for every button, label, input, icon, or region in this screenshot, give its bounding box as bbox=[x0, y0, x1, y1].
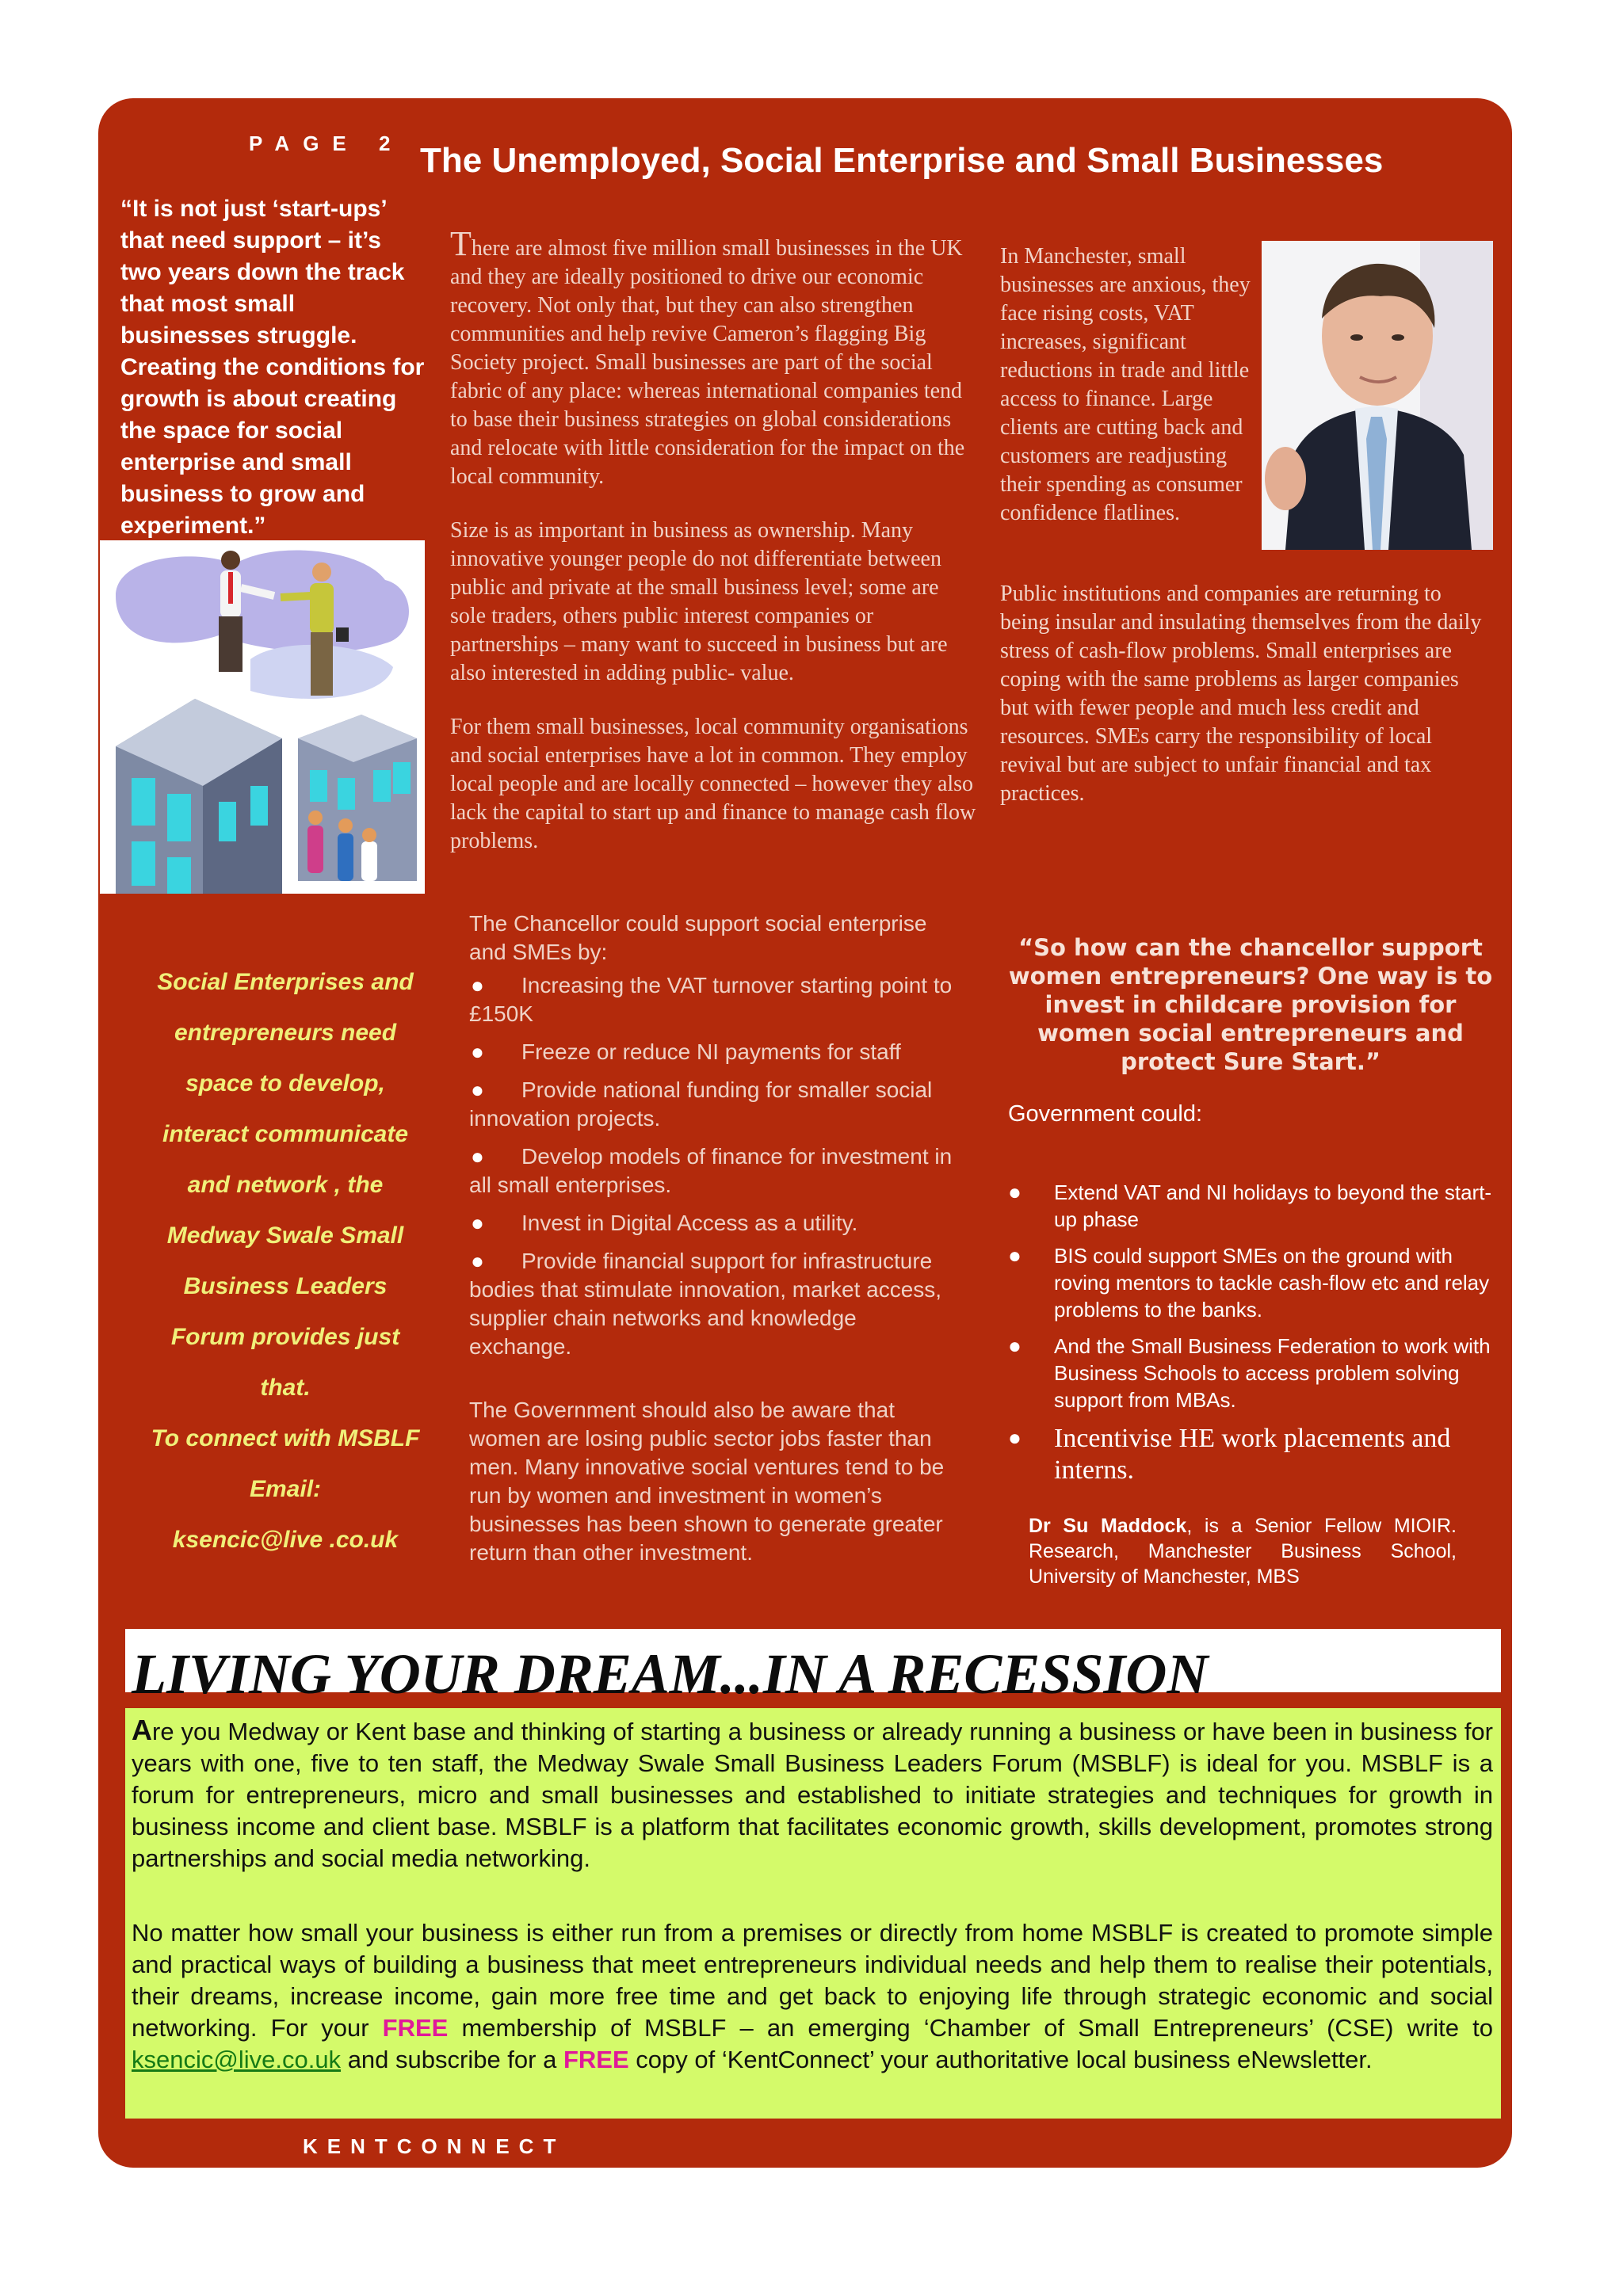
free-highlight: FREE bbox=[382, 2014, 449, 2042]
sidebar-line: entrepreneurs need bbox=[174, 1020, 397, 1046]
list-item-text: Extend VAT and NI holidays to beyond the start-up phase bbox=[1054, 1180, 1492, 1231]
bullet-icon: ● bbox=[471, 1077, 484, 1102]
email-link[interactable]: ksencic@live.co.uk bbox=[132, 2046, 342, 2073]
list-item bbox=[1008, 1179, 1499, 1233]
sidebar-email[interactable]: ksencic@live .co.uk bbox=[172, 1527, 399, 1553]
sidebar-line: and network , the bbox=[187, 1172, 384, 1198]
government-could-heading: Government could: bbox=[1008, 1101, 1203, 1127]
article-paragraph: Size is as important in business as ownership. Many innovative younger people do not differentiate between public and private at the small business level; some are sole traders, others public interest companies or partnerships – many want to succeed in business but are also interested in adding public- value. bbox=[450, 518, 948, 685]
msblf-sidebar-box bbox=[127, 957, 444, 1566]
list-item bbox=[469, 1247, 953, 1361]
promo-text bbox=[132, 1714, 1493, 2119]
footer-brand: KENTCONNECT bbox=[303, 2134, 566, 2158]
banner-title: LIVING YOUR DREAM...IN A RECESSION bbox=[132, 1642, 1209, 1706]
list-item bbox=[469, 1209, 953, 1238]
business-handshake-illustration bbox=[100, 540, 425, 894]
list-item bbox=[469, 971, 953, 1028]
list-item-text: Develop models of finance for investment in all small enterprises. bbox=[469, 1144, 953, 1197]
sidebar-line: space to develop, bbox=[185, 1070, 385, 1097]
sidebar-line: Medway Swale Small bbox=[166, 1222, 404, 1249]
article-column-manchester: In Manchester, small businesses are anxious, they face rising costs, VAT increases, significant reductions in trade and little access to finance. Large clients are cutting back and customers are readjusting their spending as consumer confidence flatlines. bbox=[1000, 244, 1251, 525]
article-paragraph: For them small businesses, local community organisations and social enterprises have a lot in common. They employ local people and are locally connected – however they also lack the capital to start up and finance to manage cash flow problems. bbox=[450, 715, 976, 853]
article-column-public: Public institutions and companies are returning to being insular and insulating themselves from the daily stress of cash-flow problems. Small enterprises are coping with the same problems as larger companies but with fewer people and much less credit and resources. SMEs carry the responsibility of local revival but are subject to unfair financial and tax practices. bbox=[1000, 582, 1482, 806]
promo-text-segment: and subscribe for a bbox=[347, 2046, 557, 2073]
list-item bbox=[1008, 1333, 1499, 1413]
list-item-text: BIS could support SMEs on the ground with roving mentors to tackle cash-flow etc and relay problems to the banks. bbox=[1054, 1244, 1490, 1322]
sidebar-line: Forum provides just bbox=[170, 1324, 400, 1350]
women-jobs-note: The Government should also be aware that women are losing public sector jobs faster than men. Many innovative social ventures tend to be run by women and investment in women’s businesses has been shown to generate greater return than other investment. bbox=[469, 1398, 945, 1565]
bullet-icon: ● bbox=[471, 1211, 484, 1235]
bullet-icon: ● bbox=[1008, 1426, 1022, 1451]
pull-quote: “It is not just ‘start-ups’ that need support – it’s two years down the track that most small businesses struggle. Creating the conditions for growth is about creating the space for social enterprise and small business to grow and experiment.” bbox=[120, 196, 425, 539]
page-title: The Unemployed, Social Enterprise and Small Businesses bbox=[420, 141, 1384, 180]
list-item bbox=[1008, 1423, 1499, 1486]
list-item bbox=[1008, 1242, 1499, 1323]
promo-text-segment: membership of MSBLF – an emerging ‘Chamber of Small Entrepreneurs’ (CSE) write to bbox=[461, 2014, 1493, 2042]
promo-drop-cap: A bbox=[132, 1714, 152, 1746]
article-paragraph-text: here are almost five million small businesses in the UK and they are ideally positioned to drive our economic recovery. Not only that, but they can also strengthen communities and help revive Cameron’s flagging Big Society project. Small businesses are part of the social fabric of any place: whereas international companies tend to base their business strategies on global considerations and relocate with little consideration for the impact on the local community. bbox=[450, 236, 965, 489]
author-bio: , is a Senior Fellow MIOIR. Research, Manchester Business School, University of Manchester, MBS bbox=[1029, 1515, 1457, 1588]
sidebar-line: Email: bbox=[249, 1476, 322, 1502]
page-label: PAGE 2 bbox=[249, 132, 404, 155]
women-entrepreneurs-quote: “So how can the chancellor support women entrepreneurs? One way is to invest in childcare provision for women social entrepreneurs and protect Sure Start.” bbox=[1008, 934, 1493, 1075]
author-name: Dr Su Maddock bbox=[1029, 1515, 1187, 1537]
sidebar-line: that. bbox=[260, 1375, 311, 1401]
free-highlight: FREE bbox=[563, 2046, 629, 2073]
list-item-text: Provide financial support for infrastructure bodies that stimulate innovation, market access, supplier chain networks and knowledge exchange. bbox=[469, 1249, 942, 1359]
promo-text-segment: No matter how small your business is either run from a premises or directly from home MSBLF is created to promote simple and practical ways of building a business that meet entrepreneurs individual needs and help them to realise their potentials, their dreams, increase income, gain more free time and get back to enjoying life through strategic economic and social networking. For your bbox=[132, 1919, 1493, 2042]
promo-paragraph bbox=[132, 1714, 1493, 1875]
list-item bbox=[469, 1038, 953, 1066]
bullet-icon: ● bbox=[1008, 1180, 1022, 1204]
list-item-text: Freeze or reduce NI payments for staff bbox=[521, 1039, 901, 1064]
list-item bbox=[469, 1076, 953, 1133]
sidebar-line: interact communicate bbox=[162, 1121, 409, 1147]
bullet-icon: ● bbox=[1008, 1243, 1022, 1268]
article-column-main bbox=[450, 224, 980, 881]
promo-paragraph bbox=[132, 1917, 1493, 2076]
list-item-text: Incentivise HE work placements and interns. bbox=[1054, 1424, 1451, 1485]
list-item bbox=[469, 1142, 953, 1199]
bullet-icon: ● bbox=[471, 1249, 484, 1273]
sidebar-line: To connect with MSBLF bbox=[151, 1425, 420, 1451]
list-item-text: Invest in Digital Access as a utility. bbox=[521, 1211, 858, 1235]
bullet-icon: ● bbox=[471, 1144, 484, 1169]
list-item-text: Provide national funding for smaller social innovation projects. bbox=[469, 1077, 933, 1131]
chancellor-support-list bbox=[469, 910, 953, 1589]
list-intro: The Chancellor could support social enterprise and SMEs by: bbox=[469, 911, 927, 964]
list-item-text: Increasing the VAT turnover starting point to £150K bbox=[469, 973, 953, 1026]
bullet-icon: ● bbox=[1008, 1333, 1022, 1358]
chancellor-photo bbox=[1262, 241, 1493, 550]
article-paragraph bbox=[450, 224, 980, 491]
drop-cap: T bbox=[450, 224, 472, 263]
bullet-list bbox=[469, 971, 953, 1361]
government-list bbox=[1008, 1179, 1499, 1496]
bullet-icon: ● bbox=[471, 1039, 484, 1064]
promo-paragraph-text: re you Medway or Kent base and thinking of starting a business or already running a business or have been in business for years with one, five to ten staff, the Medway Swale Small Business Leaders Forum (MSBLF) is ideal for you. MSBLF is a forum for entrepreneurs, micro and small businesses and established to initiate strategies and techniques for growth in business income and client base. MSBLF is a platform that facilitates economic growth, skills development, promotes strong partnerships and social media networking. bbox=[132, 1718, 1493, 1872]
sidebar-line: Business Leaders bbox=[183, 1273, 388, 1299]
promo-text-segment: copy of ‘KentConnect’ your authoritative local business eNewsletter. bbox=[636, 2046, 1373, 2073]
list-item-text: And the Small Business Federation to work with Business Schools to access problem solving support from MBAs. bbox=[1054, 1334, 1491, 1412]
author-credit bbox=[1029, 1513, 1457, 1589]
sidebar-line: Social Enterprises and bbox=[157, 969, 414, 995]
bullet-icon: ● bbox=[471, 973, 484, 997]
